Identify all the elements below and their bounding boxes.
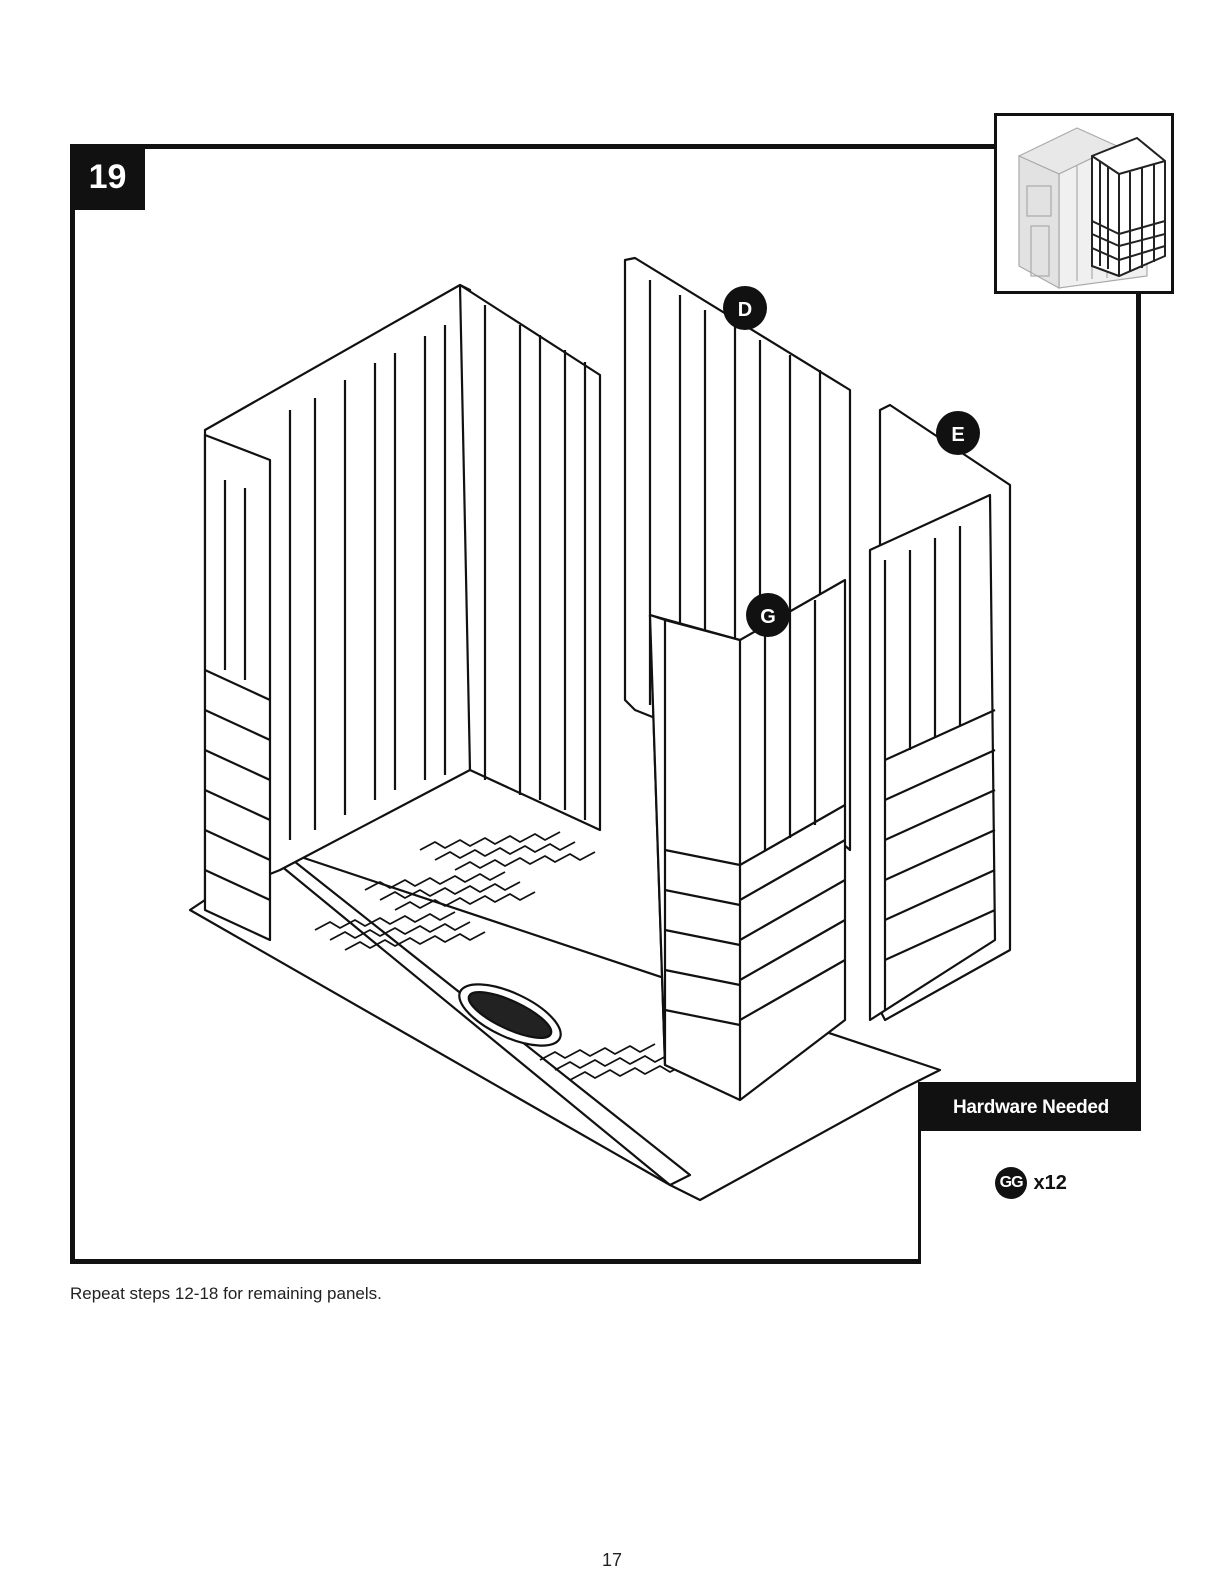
shed-overview-thumbnail (994, 113, 1174, 294)
shed-panel-assembly-illustration (180, 250, 965, 1200)
svg-text:D: D (737, 299, 753, 321)
svg-text:E: E (951, 424, 965, 446)
hardware-quantity: x12 (1033, 1171, 1067, 1194)
hardware-needed-title: Hardware Needed (921, 1085, 1141, 1131)
page-number: 17 (601, 1550, 623, 1570)
hardware-item (921, 1167, 1141, 1199)
callout-g (746, 593, 790, 637)
step-number: 19 (70, 144, 145, 210)
hardware-part-label: GG (995, 1167, 1027, 1199)
callout-e (936, 411, 980, 455)
instruction-caption: Repeat steps 12-18 for remaining panels. (70, 1284, 382, 1303)
hardware-needed-box (918, 1082, 1141, 1264)
svg-text:G: G (760, 606, 776, 628)
callout-d (723, 286, 767, 330)
